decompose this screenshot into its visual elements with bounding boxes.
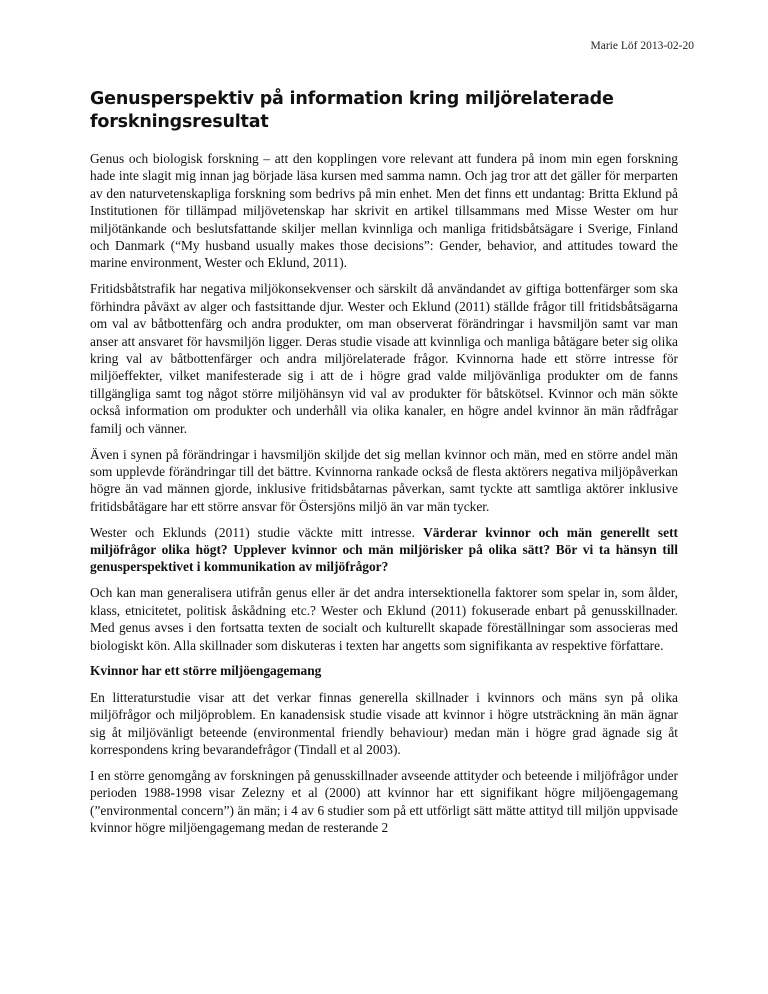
paragraph-review-zelezny: I en större genomgång av forskningen på genusskillnader avseende attityder och beteende i miljöfrågor under perioden 1988-1998 visar Zelezny et al (2000) att kvinnor har ett signifikant högre miljöengagemang (”environmental concern”) än män; i 4 av 6 studier som på ett utförligt sätt mätte attityd till miljön uppvisade kvinnor högre miljöengagemang medan de resterande 2 [90, 768, 678, 836]
paragraph-environment-changes: Även i synen på förändringar i havsmiljön skiljde det sig mellan kvinnor och män, med en större andel män som upplevde förändringar till det bättre. Kvinnorna rankade också de flesta aktörers negativa miljöpåverkan högre än vad männen gjorde, inklusive fritidsbåtarnas påverkan, samt tyckte att samtliga aktörer inklusive fritidsbåtägare har ett större ansvar för Östersjöns miljö än var män tycker. [90, 446, 678, 514]
research-questions-bold: Värderar kvinnor och män generellt sett miljöfrågor olika högt? Upplever kvinnor och män miljörisker på olika sätt? Bör vi ta hänsyn till genusperspektivet i kommunikation av miljöfrågor? [90, 524, 679, 575]
section-subheading: Kvinnor har ett större miljöengagemang [90, 663, 322, 679]
paragraph-intro: Genus och biologisk forskning – att den kopplingen vore relevant att fundera på inom min egen forskning hade inte slagit mig innan jag började läsa kursen med samma namn. Och jag tror att det gäller för merparten av den naturvetenskapliga forskning som bedrivs på min enhet. Men det finns ett undantag: Britta Eklund på Institutionen för tillämpad miljövetenskap har skrivit en artikel tillsammans med Misse Wester om hur miljötänkande och beslutsfattande skiljer mellan kvinnliga och manliga fritidsbåtsägare i Sverige, Finland och Danmark (“My husband usually makes those decisions”: Gender, behavior, and attitudes toward the marine environment, Wester och Eklund, 2011). [90, 151, 678, 271]
document-title: Genusperspektiv på information kring miljörelaterade forskningsresultat [90, 89, 614, 132]
document-body [90, 88, 678, 845]
page-header-author-date: Marie Löf 2013-02-20 [590, 40, 694, 52]
questions-intro-text: Wester och Eklunds (2011) studie väckte mitt intresse. [90, 524, 424, 540]
paragraph-study-summary: Fritidsbåtstrafik har negativa miljökonsekvenser och särskilt då användandet av giftiga bottenfärger som ska förhindra påväxt av alger och fastsittande djur. Wester och Eklund (2011) ställde frågor till fritidsbåtsägarna om val av båtbottenfärg och andra produkter, om man observerat förändringar i havsmiljön samt var man anser att ansvaret för havsmiljön ligger. Deras studie visade att kvinnliga och manliga båtägare beter sig olika kring val av båtbottenfärger och andra miljörelaterade frågor. Kvinnorna hade ett större intresse för miljöeffekter, vilket manifesterade sig i att de i högre grad valde miljövänliga produkter om de fanns tillgängliga samt tog något större miljöhänsyn vid val av produkter för båtskötsel. Kvinnor och män sökte också information om produkter och underhåll via olika kanaler, en högre andel kvinnor än män rådfrågar familj och vänner. [90, 281, 678, 436]
paragraph-literature-study: En litteraturstudie visar att det verkar finnas generella skillnader i kvinnors och mäns syn på olika miljöfrågor och miljöproblem. En kanadensisk studie visade att kvinnor i högre utsträckning än män ägnar sig åt miljövänligt beteende (environmental friendly behaviour) medan män i högre grad ägnade sig åt korrespondens kring bevarandefrågor (Tindall et al 2003). [90, 689, 678, 758]
paragraph-intersectionality: Och kan man generalisera utifrån genus eller är det andra intersektionella faktorer som spelar in, som ålder, klass, etnicitetet, politisk åskådning etc.? Wester och Eklund (2011) fokuserade enbart på genusskillnader. Med genus avses i den fortsatta texten de socialt och kulturellt skapade föreställningar som associeras med biologiskt kön. Alla skillnader som diskuteras i texten har angetts som signifikanta av respektive författare. [90, 585, 678, 653]
paragraph-research-questions [90, 524, 678, 576]
